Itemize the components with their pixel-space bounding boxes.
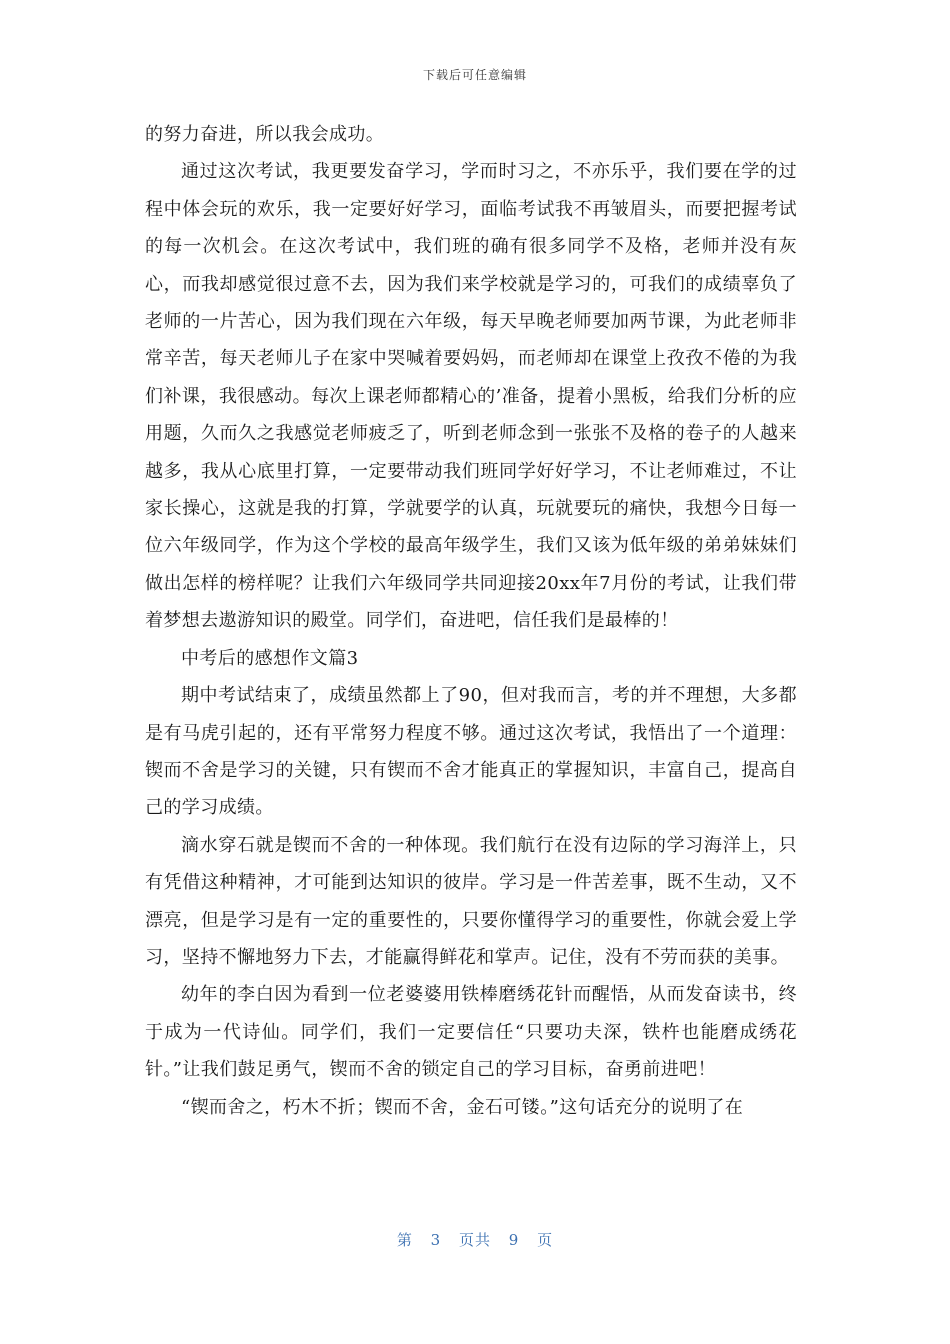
paragraph-exam-reflection: 通过这次考试，我更要发奋学习，学而时习之，不亦乐乎，我们要在学的过程中体会玩的欢乐，我一定要好好学习，面临考试我不再皱眉头，而要把握考试的每一次机会。在这次考试中，我们班的确有很多同学不及格，老师并没有灰心，而我却感觉很过意不去，因为我们来学校就是学习的，可我们的成绩辜负了老师的一片苦心，因为我们现在六年级，每天早晚老师要加两节课，为此老师非常辛苦，每天老师儿子在家中哭喊着要妈妈，而老师却在课堂上孜孜不倦的为我们补课，我很感动。每次上课老师都精心的’准备，提着小黑板，给我们分析的应用题，久而久之我感觉老师疲乏了，听到老师念到一张张不及格的卷子的人越来越多，我从心底里打算，一定要带动我们班同学好好学习，不让老师难过，不让家长操心，这就是我的打算，学就要学的认真，玩就要玩的痛快，我想今日每一位六年级同学，作为这个学校的最高年级学生，我们又该为低年级的弟弟妹妹们做出怎样的榜样呢？让我们六年级同学共同迎接20xx年7月份的考试，让我们带着梦想去遨游知识的殿堂。同学们，奋进吧，信任我们是最棒的！ bbox=[145, 161, 797, 632]
paragraph-persistence: 滴水穿石就是锲而不舍的一种体现。我们航行在没有边际的学习海洋上，只有凭借这种精神，才可能到达知识的彼岸。学习是一件苦差事，既不生动，又不漂亮，但是学习是有一定的重要性的，只要你懂得学习的重要性，你就会爱上学习，坚持不懈地努力下去，才能赢得鲜花和掌声。记住，没有不劳而获的美事。 bbox=[145, 834, 797, 968]
page-number-footer: 第 3 页共 9 页 bbox=[396, 1231, 554, 1249]
page-header: 下载后可任意编辑 bbox=[422, 68, 527, 82]
section-heading: 中考后的感想作文篇3 bbox=[181, 647, 359, 669]
paragraph-midterm: 期中考试结束了，成绩虽然都上了90，但对我而言，考的并不理想，大多都是有马虎引起的，还有平常努力程度不够。通过这次考试，我悟出了一个道理：锲而不舍是学习的关键，只有锲而不舍才能真正的掌握知识，丰富自己，提高自己的学习成绩。 bbox=[145, 685, 797, 819]
paragraph-continued: 的努力奋进，所以我会成功。 bbox=[145, 124, 385, 145]
paragraph-li-bai: 幼年的李白因为看到一位老婆婆用铁棒磨绣花针而醒悟，从而发奋读书，终于成为一代诗仙。同学们，我们一定要信任“只要功夫深，铁杵也能磨成绣花针。”让我们鼓足勇气，锲而不舍的锁定自己的学习目标，奋勇前进吧！ bbox=[145, 984, 797, 1081]
paragraph-quote: “锲而舍之，朽木不折；锲而不舍，金石可镂。”这句话充分的说明了在 bbox=[181, 1096, 744, 1118]
document-body bbox=[145, 116, 797, 1126]
